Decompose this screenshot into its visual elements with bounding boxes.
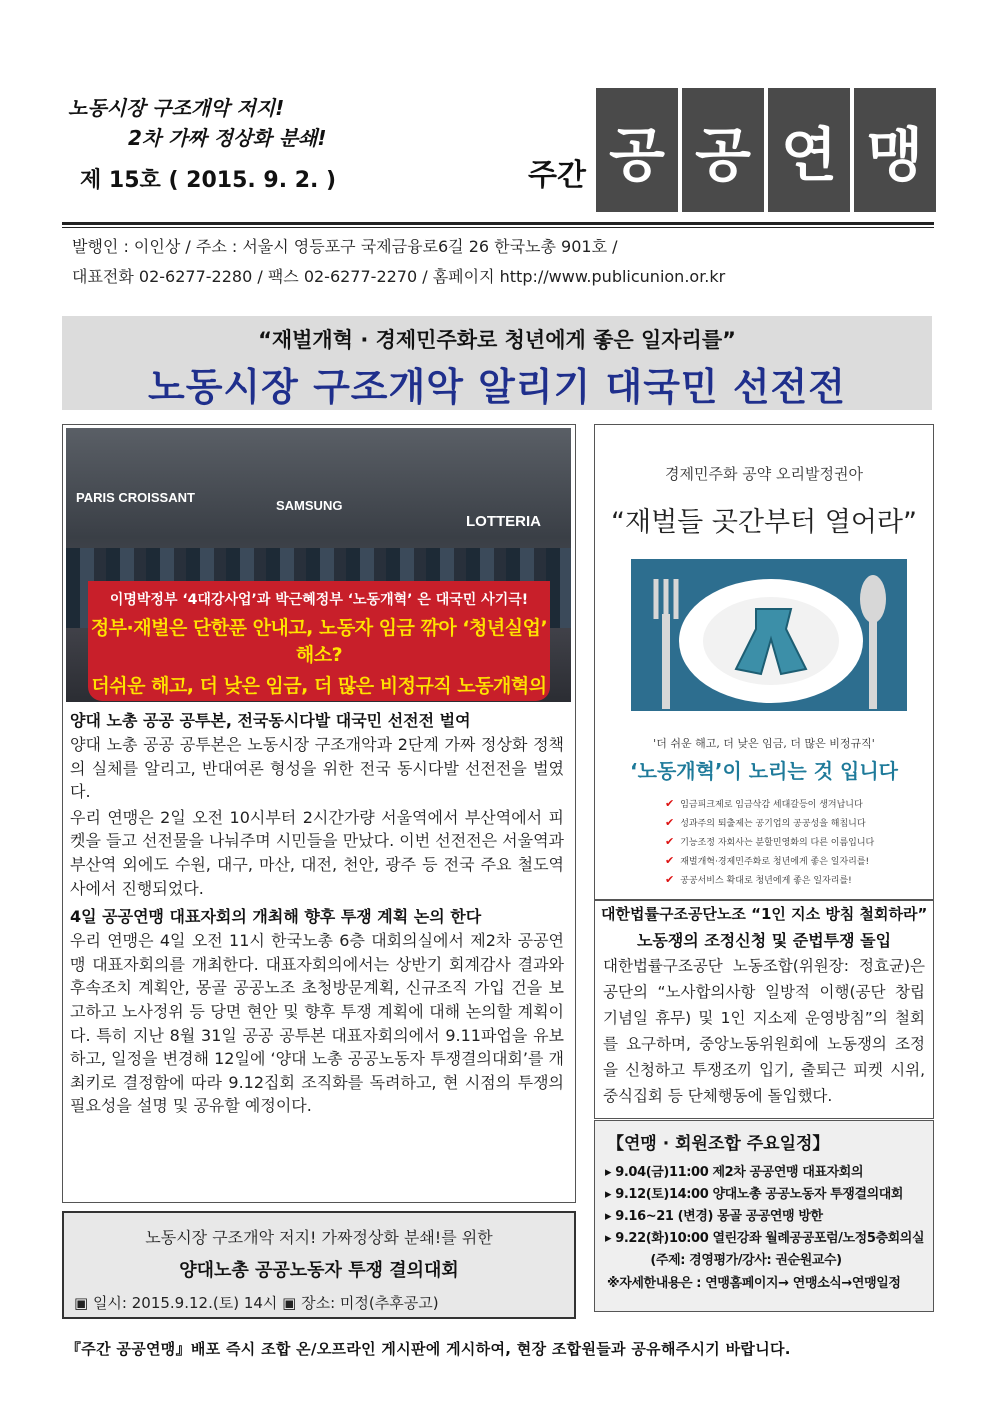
check-icon: ✔ — [665, 835, 675, 848]
schedule-note: ※자세한내용은 : 연맹홈페이지→ 연맹소식→연맹일정 — [607, 1276, 901, 1291]
poster-check-text: 임금피크제로 임금삭감 세대갈등이 생겨납니다 — [680, 800, 863, 810]
event-datetime-place: ▣ 일시: 2015.9.12.(토) 14시 ▣ 장소: 미정(추후공고) — [74, 1294, 439, 1312]
masthead-char-1: 공 — [596, 88, 678, 212]
photo-sign-samsung: SAMSUNG — [276, 498, 343, 513]
schedule-box — [594, 1120, 934, 1312]
masthead-char-2: 공 — [682, 88, 764, 212]
check-icon: ✔ — [665, 797, 675, 810]
article-1 — [70, 708, 564, 1118]
schedule-item: (주제: 경영평가/강사: 권순원교수) — [605, 1253, 842, 1268]
article-2-title: 4일 공공연맹 대표자회의 개최해 향후 투쟁 계획 논의 한다 — [70, 907, 482, 927]
check-icon: ✔ — [665, 854, 675, 867]
fork-plate-spoon-icon — [631, 559, 907, 711]
article-3 — [594, 900, 934, 1119]
article-1-title: 양대 노총 공공 공투본, 전국동시다발 대국민 선전전 벌여 — [70, 711, 471, 730]
article-2-paragraph-1: 우리 연맹은 4일 오전 11시 한국노총 6층 대회의실에서 제2차 공공연맹 대표자회의를 개최한다. 대표자회의에서는 상반기 회계감사 결과와 후속조치 계획안, 몽골 공공노조 초청방문계획, 신규조직 가입 건을 보고하고 노사정위 등 당면 현안 및 향후 투쟁 계획에 대해 논의할 계획이다. 특히 지난 8월 31일 공공 공투본 대표자회의에서 9.11파업을 유보하고, 일정을 변경해 12일에 ‘양대 노총 공공노동자 투쟁결의대회’를 개최키로 결정함에 따라 9.12집회 조직화를 독려하고, 현 시점의 투쟁의 필요성을 설명 및 공유할 예정이다. — [70, 931, 564, 1116]
photo-sign-paris: PARIS CROISSANT — [76, 490, 195, 505]
photo-banner-line-1: 이명박정부 ‘4대강사업’과 박근혜정부 ‘노동개혁’ 은 대국민 사기극! — [109, 592, 529, 608]
schedule-item: ▸ 9.22(화)10:00 열린강좌 월례공공포럼/노정5층회의실 — [605, 1231, 925, 1246]
poster-line-2: “재벌들 곳간부터 열어라” — [611, 507, 917, 538]
poster-line-1: 경제민주화 공약 오리발정권아 — [665, 465, 863, 483]
footer-notice: 『주간 공공연맹』배포 즉시 조합 온/오프라인 게시판에 게시하여, 현장 조합원들과 공유해주시기 바랍니다. — [66, 1340, 791, 1358]
article-1-paragraph-1: 양대 노총 공공 공투본은 노동시장 구조개악과 2단계 가짜 정상화 정책의 실체를 알리고, 반대여론 형성을 위한 전국 동시다발 선전전을 벌였다. — [70, 735, 564, 802]
headline-title: 노동시장 구조개악 알리기 대국민 선전전 — [148, 365, 846, 409]
poster-line-4: ‘노동개혁’이 노리는 것 입니다 — [630, 759, 898, 783]
article-3-paragraph: 대한법률구조공단 노동조합(위원장: 정효균)은 공단의 “노사합의사항 일방적 이행(공단 창립 기념일 휴무) 및 1인 지소제 운영방침”의 철회를 요구하며, 중앙노동위원회에 노동쟁의 조정을 신청하고 투쟁조끼 입기, 출퇴근 피켓 시위, 중식집회 등 단체행동에 돌입했다. — [603, 957, 925, 1105]
article-3-subtitle: 노동쟁의 조정신청 및 준법투쟁 돌입 — [636, 931, 892, 950]
poster-check-item-1 — [665, 795, 874, 814]
schedule-item: ▸ 9.12(토)14:00 양대노총 공공노동자 투쟁결의대회 — [605, 1187, 904, 1202]
poster-check-text: 재벌개혁·경제민주화로 청년에게 좋은 일자리를! — [680, 857, 870, 867]
header-divider-thin — [62, 227, 934, 228]
article-3-title: 대한법률구조공단노조 “1인 지소 방침 철회하라” — [601, 905, 928, 923]
publisher-info — [72, 232, 725, 292]
masthead-char-3: 연 — [768, 88, 850, 212]
event-notice — [62, 1211, 576, 1319]
event-line-1: 노동시장 구조개악 저지! 가짜정상화 분쇄!를 위한 — [145, 1228, 493, 1247]
masthead-char-4: 맹 — [854, 88, 936, 212]
photo-banner-line-2: 정부·재벌은 단한푼 안내고, 노동자 임금 깎아 ‘청년실업’ 해소? — [90, 617, 548, 666]
poster-line-3: '더 쉬운 해고, 더 낮은 임금, 더 많은 비정규직' — [653, 737, 875, 750]
poster-check-item-4 — [665, 852, 874, 871]
event-title: 양대노총 공공노동자 투쟁 결의대회 — [179, 1260, 459, 1281]
poster-check-text: 공공서비스 확대로 청년에게 좋은 일자리를! — [680, 876, 852, 886]
rally-photo — [66, 428, 571, 702]
weekly-label: 주간 — [528, 158, 586, 193]
photo-banner — [88, 581, 550, 701]
slogan — [68, 93, 327, 153]
header-divider — [62, 222, 934, 225]
slogan-line-1: 노동시장 구조개악 저지! — [68, 96, 285, 120]
poster-checklist — [665, 795, 874, 890]
schedule-item: ▸ 9.16~21 (변경) 몽골 공공연맹 방한 — [605, 1209, 823, 1224]
poster-check-item-3 — [665, 833, 874, 852]
publisher-line-1: 발행인 : 이인상 / 주소 : 서울시 영등포구 국제금융로6길 26 한국노총 901호 / — [72, 237, 618, 256]
poster-check-item-2 — [665, 814, 874, 833]
issue-number: 제 15호 ( 2015. 9. 2. ) — [80, 168, 337, 193]
poster-check-text: 성과주의 퇴출제는 공기업의 공공성을 해칩니다 — [680, 819, 866, 829]
check-icon: ✔ — [665, 873, 675, 886]
photo-sign-lotteria: LOTTERIA — [466, 513, 541, 530]
schedule-title: 【연맹 · 회원조합 주요일정】 — [607, 1134, 830, 1154]
headline-banner — [62, 316, 932, 410]
schedule-item: ▸ 9.04(금)11:00 제2차 공공연맹 대표자회의 — [605, 1165, 864, 1180]
schedule-list — [595, 1162, 933, 1272]
photo-banner-line-3: 더쉬운 해고, 더 낮은 임금, 더 많은 비정규직 노동개혁의 — [91, 675, 547, 697]
slogan-line-2: 2차 가짜 정상화 분쇄! — [128, 126, 327, 150]
poster-check-item-5 — [665, 871, 874, 890]
poster-check-text: 기능조정 자회사는 분할민영화의 다른 이름입니다 — [680, 838, 875, 848]
publisher-line-2: 대표전화 02-6277-2280 / 팩스 02-6277-2270 / 홈페이지 http://www.publicunion.or.kr — [72, 267, 726, 286]
masthead — [596, 88, 936, 212]
check-icon: ✔ — [665, 816, 675, 829]
campaign-poster — [594, 424, 934, 900]
poster-plate-illustration — [631, 559, 907, 711]
article-1-paragraph-2: 우리 연맹은 2일 오전 10시부터 2시간가량 서울역에서 부산역에서 피켓을 들고 선전물을 나눠주며 시민들을 만났다. 이번 선전전은 서울역과 부산역 외에도 수원, 대구, 마산, 대전, 천안, 광주 등 전국 주요 철도역사에서 진행되었다. — [70, 807, 564, 898]
headline-subtitle: “재벌개혁 · 경제민주화로 청년에게 좋은 일자리를” — [258, 328, 736, 352]
